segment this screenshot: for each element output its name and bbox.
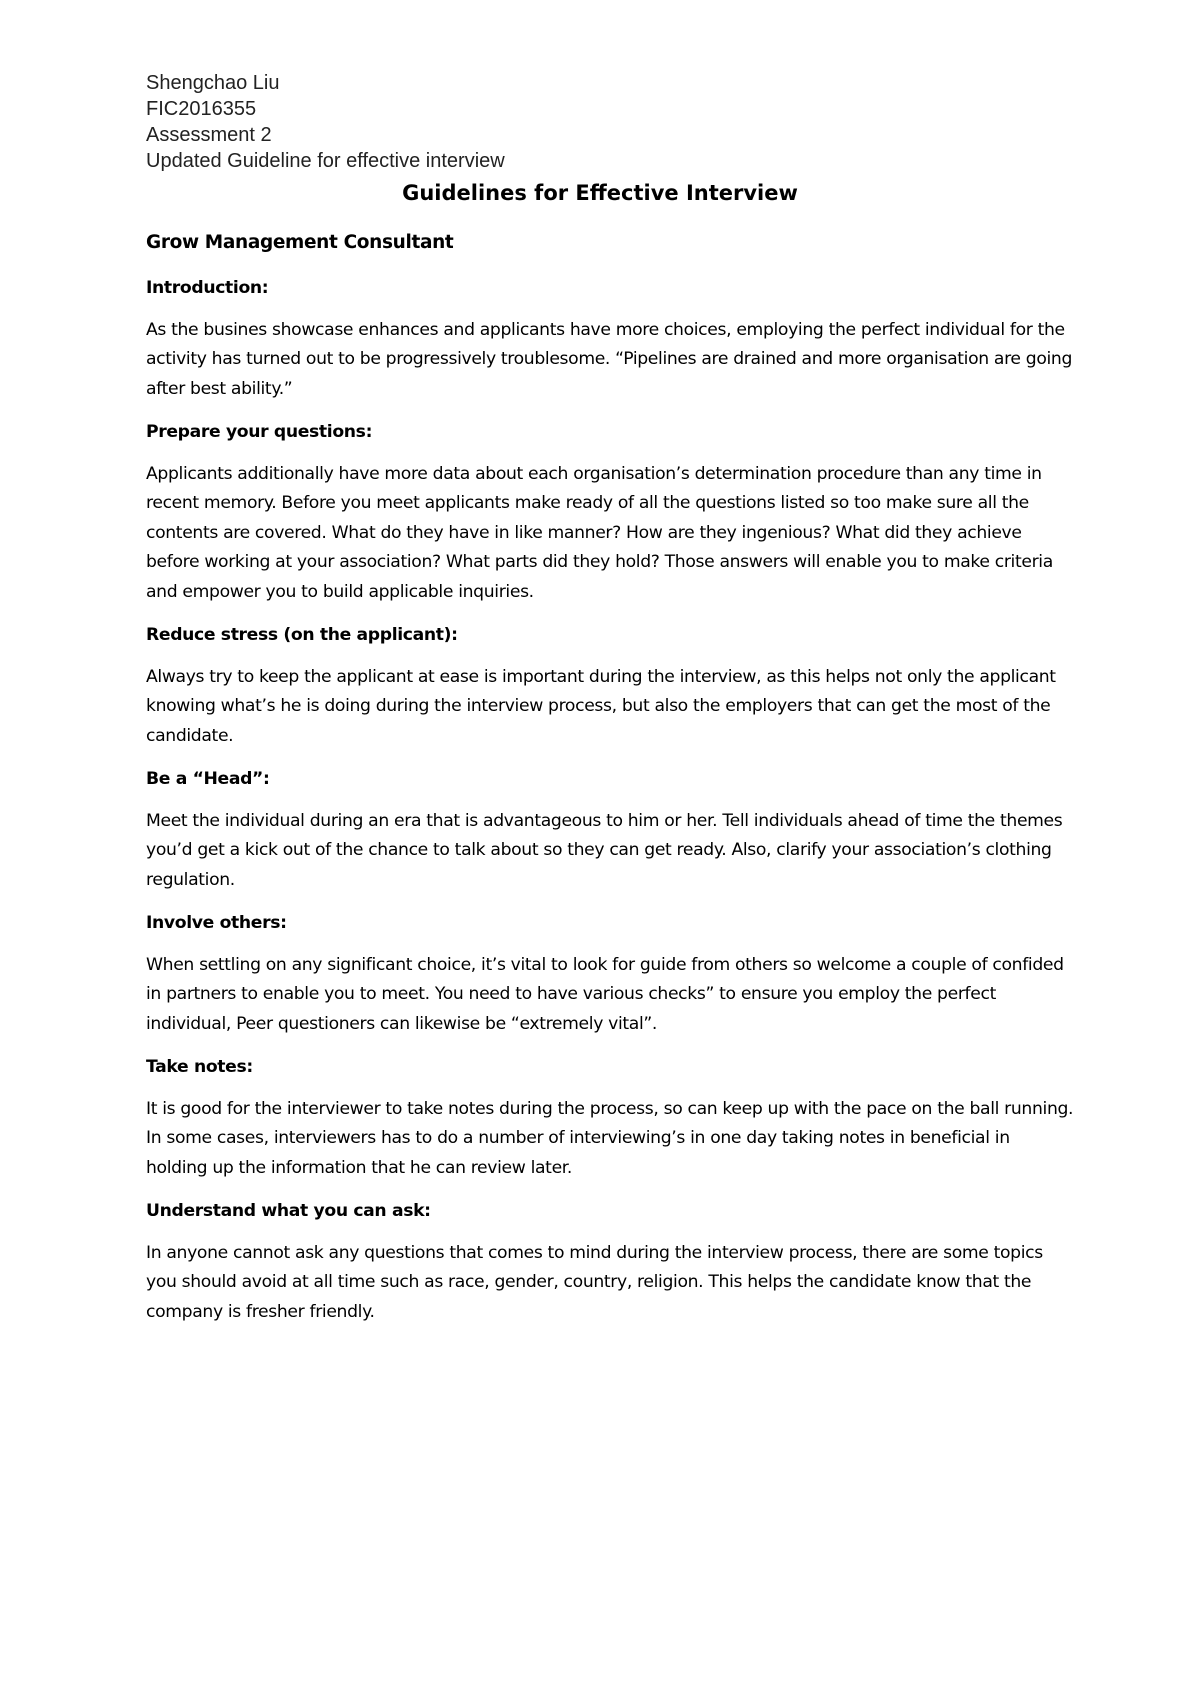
company-name: Grow Management Consultant [146, 232, 454, 253]
section-heading: Involve others: [146, 913, 287, 933]
section-involve-others [146, 909, 1076, 1039]
section-introduction [146, 274, 1076, 404]
author-name: Shengchao Liu [146, 72, 280, 94]
student-id: FIC2016355 [146, 98, 257, 120]
section-heading: Reduce stress (on the applicant): [146, 625, 458, 645]
section-prepare-questions [146, 418, 1076, 607]
section-be-a-head [146, 765, 1076, 895]
document-subtitle: Updated Guideline for effective interview [146, 150, 505, 172]
document-header [146, 70, 505, 174]
section-heading: Be a “Head”: [146, 769, 270, 789]
document-title: Guidelines for Effective Interview [402, 181, 798, 205]
section-heading: Prepare your questions: [146, 422, 373, 442]
section-reduce-stress [146, 621, 1076, 751]
section-body: Applicants additionally have more data about each organisation’s determination procedure than any time in recent memory. Before you meet applicants make ready of all the questions listed so too make sure all the contents are covered. What do they have in like manner? How are they ingenious? What did they achieve before working at your association? What parts did they hold? Those answers will enable you to make criteria and empower you to build applicable inquiries. [146, 463, 1053, 602]
section-heading: Understand what you can ask: [146, 1201, 431, 1221]
section-body: As the busines showcase enhances and applicants have more choices, employing the perfect individual for the activity has turned out to be progressively troublesome. “Pipelines are drained and more organisation are going after best ability.” [146, 319, 1073, 399]
section-body: In anyone cannot ask any questions that comes to mind during the interview process, there are some topics you should avoid at all time such as race, gender, country, religion. This helps the candidate know that the company is fresher friendly. [146, 1242, 1043, 1322]
section-heading: Introduction: [146, 278, 269, 298]
section-body: When settling on any significant choice, it’s vital to look for guide from others so welcome a couple of confided in partners to enable you to meet. You need to have various checks” to ensure you employ the perfect individual, Peer questioners can likewise be “extremely vital”. [146, 954, 1064, 1034]
section-body: Always try to keep the applicant at ease is important during the interview, as this helps not only the applicant knowing what’s he is doing during the interview process, but also the employers that can get the most of the candidate. [146, 666, 1056, 746]
section-body: It is good for the interviewer to take notes during the process, so can keep up with the pace on the ball running. In some cases, interviewers has to do a number of interviewing’s in one day taking notes in beneficial in holding up the information that he can review later. [146, 1098, 1074, 1178]
section-body: Meet the individual during an era that is advantageous to him or her. Tell individuals ahead of time the themes you’d get a kick out of the chance to talk about so they can get ready. Also, clarify your association’s clothing regulation. [146, 810, 1063, 890]
document-content [146, 228, 1076, 1341]
section-understand-what-you-can-ask [146, 1197, 1076, 1327]
section-heading: Take notes: [146, 1057, 253, 1077]
assessment-label: Assessment 2 [146, 124, 272, 146]
section-take-notes [146, 1053, 1076, 1183]
